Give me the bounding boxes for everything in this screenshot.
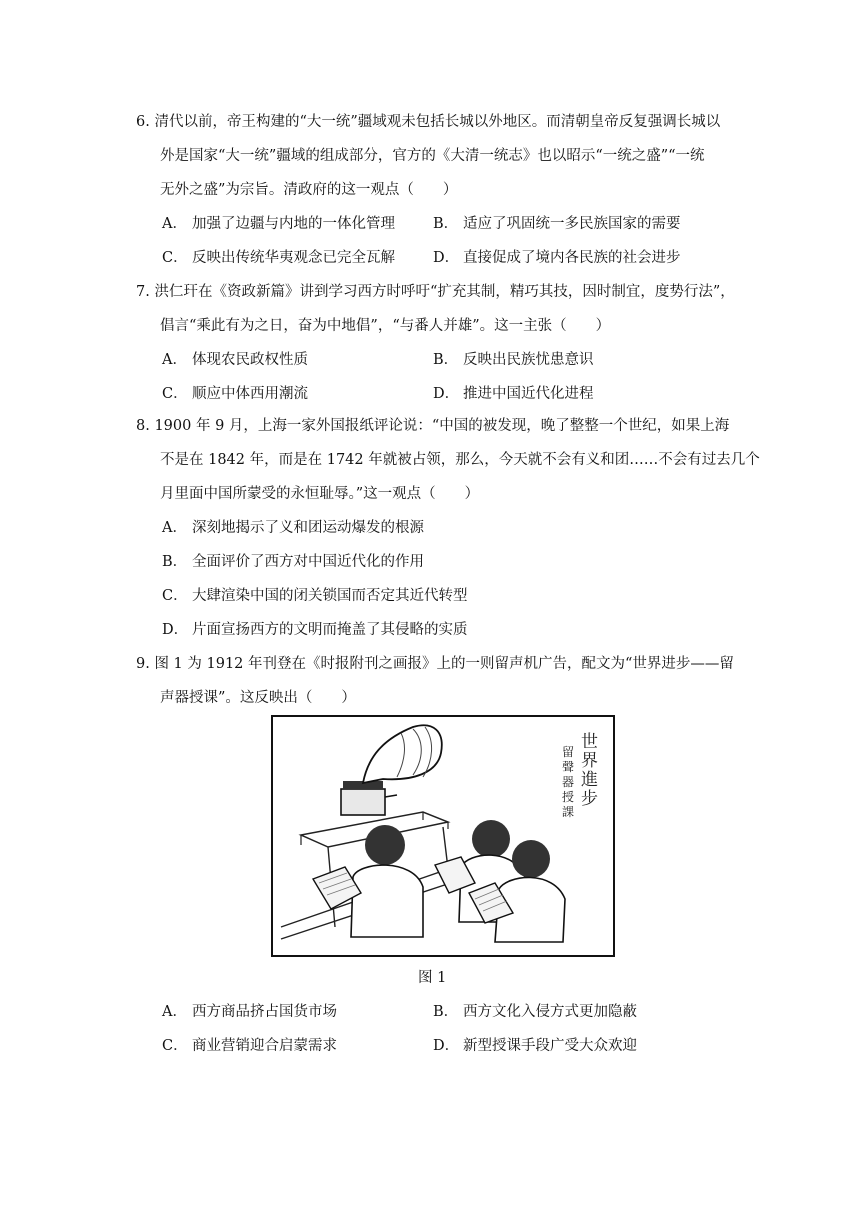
option-letter: B． [433, 1004, 459, 1020]
option-text: 适应了巩固统一多民族国家的需要 [463, 216, 681, 232]
option-text: 顺应中体西用潮流 [192, 386, 308, 402]
option-letter: C． [162, 250, 188, 266]
option-letter: D． [433, 250, 460, 266]
q9-option-c[interactable] [162, 1036, 337, 1056]
q9-option-d[interactable] [433, 1036, 637, 1056]
q8-line-3: 月里面中国所蒙受的永恒耻辱。”这一观点（ ） [160, 486, 480, 502]
option-letter: D． [433, 1038, 460, 1054]
option-text: 片面宣扬西方的文明而掩盖了其侵略的实质 [192, 622, 468, 638]
q8-line-1: 8. 1900 年 9 月，上海一家外国报纸评论说：“中国的被发现，晚了整整一个世纪，如果上海 [136, 418, 730, 434]
option-letter: A． [162, 216, 187, 232]
q9-option-a[interactable] [162, 1002, 337, 1022]
q8-line-2: 不是在 1842 年，而是在 1742 年就被占领，那么，今天就不会有义和团……不会有过去几个 [160, 452, 760, 468]
q6-line-2: 外是国家“大一统”疆域的组成部分，官方的《大清一统志》也以昭示“一统之盛”“一统 [160, 148, 705, 164]
option-text: 深刻地揭示了义和团运动爆发的根源 [192, 520, 424, 536]
figure-title-vertical: 世界進步 [581, 732, 598, 809]
option-text: 加强了边疆与内地的一体化管理 [192, 216, 395, 232]
option-text: 新型授课手段广受大众欢迎 [463, 1038, 637, 1054]
q9-line-2: 声器授课”。这反映出（ ） [160, 690, 356, 706]
q7-line-2: 倡言“乘此有为之日，奋为中地倡”，“与番人并雄”。这一主张（ ） [160, 318, 611, 334]
option-letter: B． [433, 352, 459, 368]
option-text: 西方文化入侵方式更加隐蔽 [463, 1004, 637, 1020]
option-letter: A． [162, 1004, 187, 1020]
option-text: 推进中国近代化进程 [463, 386, 594, 402]
q9-option-b[interactable] [433, 1002, 637, 1022]
option-text: 体现农民政权性质 [192, 352, 308, 368]
q7-line-1: 7. 洪仁玕在《资政新篇》讲到学习西方时呼吁“扩充其制，精巧其技，因时制宜，度势行法”， [136, 284, 735, 300]
q8-option-a[interactable] [162, 518, 424, 538]
q9-line-1: 9. 图 1 为 1912 年刊登在《时报附刊之画报》上的一则留声机广告，配文为“世界进步——留 [136, 656, 734, 672]
q6-option-c[interactable] [162, 248, 395, 268]
option-text: 西方商品挤占国货市场 [192, 1004, 337, 1020]
option-letter: C． [162, 386, 188, 402]
q8-option-b[interactable] [162, 552, 424, 572]
option-letter: D． [433, 386, 460, 402]
figure-caption: 图 1 [418, 970, 447, 986]
option-letter: C． [162, 1038, 188, 1054]
q7-option-a[interactable] [162, 350, 308, 370]
q7-option-d[interactable] [433, 384, 594, 404]
q7-option-b[interactable] [433, 350, 594, 370]
figure-gramophone-illustration [271, 715, 615, 957]
q6-line-1: 6. 清代以前，帝王构建的“大一统”疆域观未包括长城以外地区。而清朝皇帝反复强调长城以 [136, 114, 721, 130]
option-letter: C． [162, 588, 188, 604]
option-text: 大肆渲染中国的闭关锁国而否定其近代转型 [192, 588, 468, 604]
q7-option-c[interactable] [162, 384, 308, 404]
option-text: 反映出传统华夷观念已完全瓦解 [192, 250, 395, 266]
q6-option-a[interactable] [162, 214, 395, 234]
option-letter: D． [162, 622, 189, 638]
option-text: 直接促成了境内各民族的社会进步 [463, 250, 681, 266]
figure-subtitle-vertical: 留聲器授課 [562, 745, 575, 819]
option-text: 全面评价了西方对中国近代化的作用 [192, 554, 424, 570]
option-text: 反映出民族忧患意识 [463, 352, 594, 368]
q6-option-d[interactable] [433, 248, 681, 268]
q6-option-b[interactable] [433, 214, 681, 234]
option-letter: B． [433, 216, 459, 232]
q6-line-3: 无外之盛”为宗旨。清政府的这一观点（ ） [160, 182, 458, 198]
option-letter: A． [162, 520, 187, 536]
option-letter: A． [162, 352, 187, 368]
q8-option-c[interactable] [162, 586, 468, 606]
q8-option-d[interactable] [162, 620, 468, 640]
option-letter: B． [162, 554, 188, 570]
option-text: 商业营销迎合启蒙需求 [192, 1038, 337, 1054]
